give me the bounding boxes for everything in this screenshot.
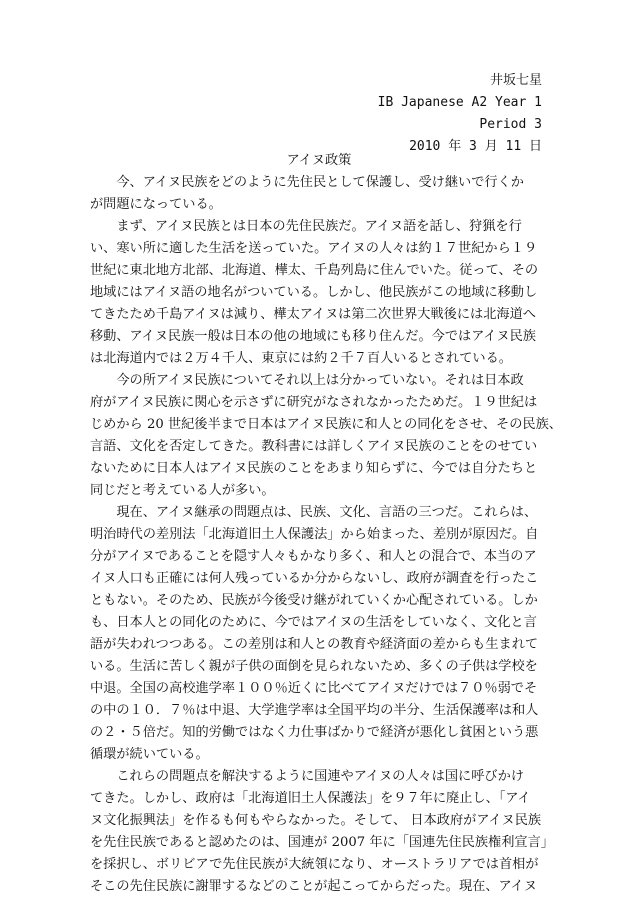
body-line: の中の１０．７％は中退、大学進学率は全国平均の半分、生活保護率は和人 <box>90 703 539 718</box>
body-line: を先住民族であると認めたのは、国連が 2007 年に「国連先住民族権利宣言」 <box>90 835 554 850</box>
body-line: も、日本人との同化のために、今ではアイヌの生活をしていなく、文化と言 <box>90 615 537 630</box>
body-line: ヌ文化振興法」を作るも何もやらなかった。そして、 日本政府がアイヌ民族 <box>90 813 542 828</box>
document-header <box>378 70 542 158</box>
body-line: 今の所アイヌ民族についてそれ以上は分かっていない。それは日本政 <box>90 373 524 388</box>
document-body <box>90 172 562 898</box>
body-line: イヌ人口も正確には何人残っているか分からないし、政府が調査を行ったこ <box>90 571 539 586</box>
body-line: が問題になっている。 <box>90 197 222 212</box>
body-line: 中退。全国の高校進学率１００％近くに比べてアイヌだけでは７０％弱でそ <box>90 681 538 696</box>
body-line: は北海道内では２万４千人、東京には約２千７百人いるとされている。 <box>90 351 512 366</box>
body-line: てきた。しかし、政府は「北海道旧土人保護法」を９７年に廃止し、「アイ <box>90 791 531 806</box>
body-line: 循環が続いている。 <box>90 747 209 762</box>
body-line: の２・５倍だ。知的労働ではなく力仕事ばかりで経済が悪化し貧困という悪 <box>90 725 539 740</box>
body-line: 地域にはアイヌ語の地名がついている。しかし、他民族がこの地域に移動し <box>90 285 538 300</box>
document-title: アイヌ政策 <box>286 153 352 168</box>
body-line: 世紀に東北地方北部、北海道、樺太、千島列島に住んでいた。従って、その <box>90 263 539 278</box>
body-line: 移動、アイヌ民族一般は日本の他の地域にも移り住んだ。今ではアイヌ民族 <box>90 329 536 344</box>
body-line: いる。生活に苦しく親が子供の面倒を見られないため、多くの子供は学校を <box>90 659 538 674</box>
author-name: 井坂七星 <box>489 73 542 88</box>
body-line: 現在、アイヌ継承の問題点は、民族、文化、言語の三つだ。これらは、 <box>90 505 538 520</box>
body-line: てきたため千島アイヌは減り、樺太アイヌは第二次世界大戦後には北海道へ <box>90 307 536 322</box>
course-name: IB Japanese A2 Year 1 <box>377 95 542 110</box>
body-line: ないために日本人はアイヌ民族のことをあまり知らずに、今では自分たちと <box>90 461 538 476</box>
body-line: を採択し、ボリビアで先住民族が大統領になり、オーストラリアでは首相が <box>90 857 539 872</box>
document-date: 2010 年 3 月 11 日 <box>409 139 542 154</box>
body-line: 府がアイヌ民族に関心を示さずに研究がなされなかったためだ。１９世紀は <box>90 395 538 410</box>
body-line: 分がアイヌであることを隠す人々もかなり多く、和人との混合で、本当のア <box>90 549 537 564</box>
body-line: 言語、文化を否定してきた。教科書には詳しくアイヌ民族のことをのせてい <box>90 439 538 454</box>
body-line: 明治時代の差別法「北海道旧土人保護法」から始まった、差別が原因だ。自 <box>90 527 539 542</box>
body-line: これらの問題点を解決するように国連やアイヌの人々は国に呼びかけ <box>90 769 524 784</box>
body-line: じめから 20 世紀後半まで日本はアイヌ民族に和人との同化をさせ、その民族、 <box>90 417 562 432</box>
body-line: 語が失われつつある。この差別は和人との教育や経済面の差からも生まれて <box>90 637 539 652</box>
body-line: ともない。そのため、民族が今後受け継がれていくか心配されている。しか <box>90 593 538 608</box>
body-line: そこの先住民族に謝罪するなどのことが起こってからだった。現在、アイヌ <box>90 879 537 894</box>
class-period: Period 3 <box>479 117 542 132</box>
body-line: まず、アイヌ民族とは日本の先住民族だ。アイヌ語を話し、狩猟を行 <box>90 219 522 234</box>
body-line: 今、アイヌ民族をどのように先住民として保護し、受け継いで行くか <box>90 175 524 190</box>
body-line: い、寒い所に適した生活を送っていた。アイヌの人々は約１７世紀から１９ <box>90 241 538 256</box>
body-line: 同じだと考えている人が多い。 <box>90 483 275 498</box>
